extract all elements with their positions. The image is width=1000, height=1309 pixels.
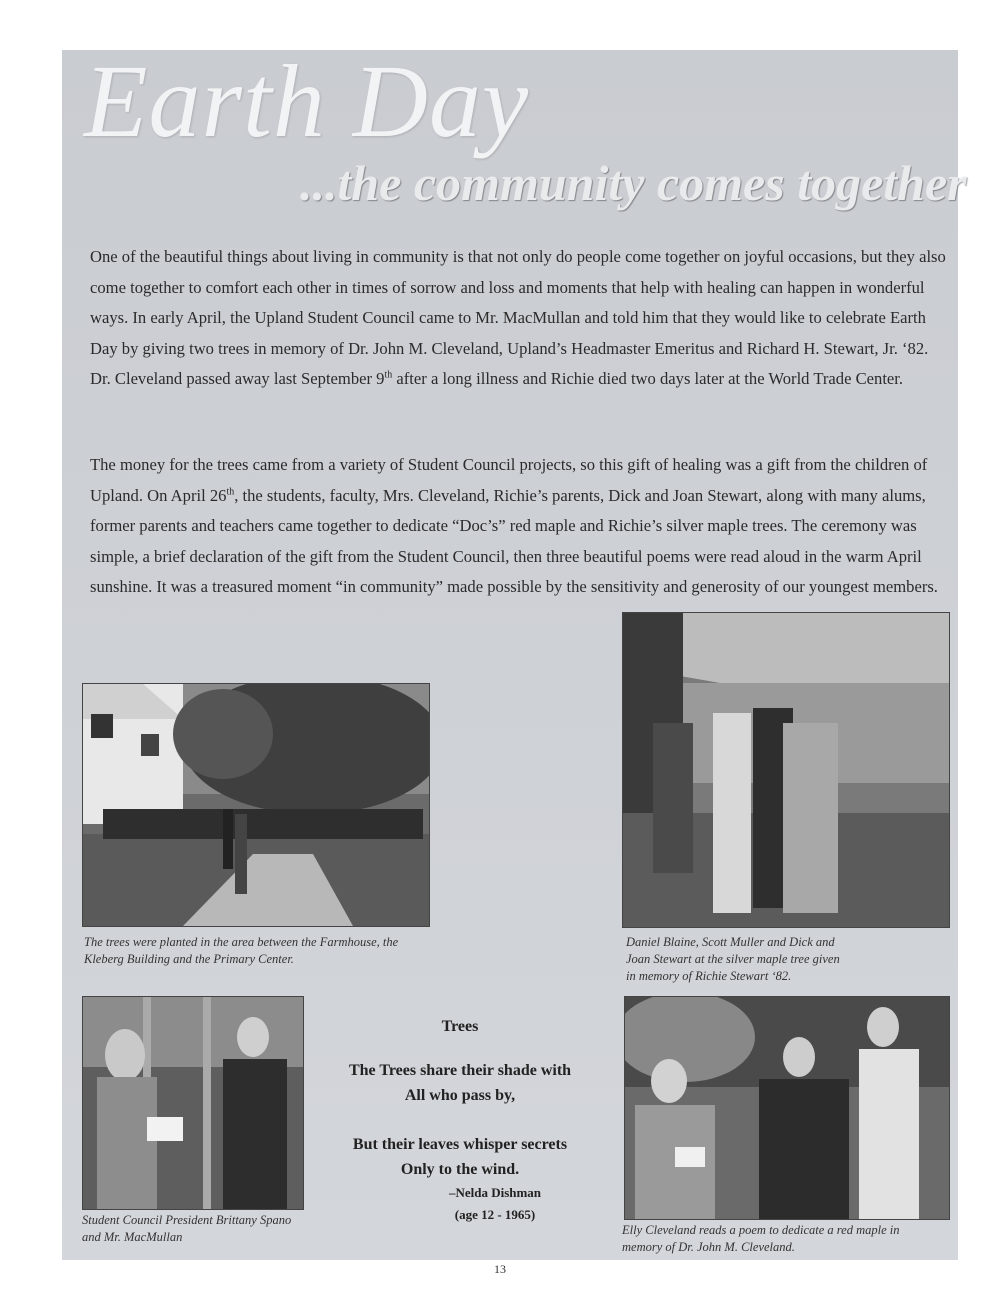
paragraph-intro: One of the beautiful things about living in community is that not only do people come together on joyful occasions, but they also come together to comfort each other in times of sorrow and loss and moments that help with healing can happen in wonderful ways. In early April, the Upland Student Council came to Mr. MacMullan and told him that they would like to celebrate Earth Day by giving two trees in memory of Dr. John M. Cleveland, Upland’s Headmaster Emeritus and Richard H. Stewart, Jr. ‘82. Dr. Cleveland passed away last September 9th after a long illness and Richie died two days later at the World Trade Center.: [90, 247, 946, 388]
caption-cleveland: Elly Cleveland reads a poem to dedicate a red maple in memory of Dr. John M. Cleveland.: [622, 1223, 900, 1254]
poem-line-3: But their leaves whisper secrets: [352, 1136, 568, 1153]
page-number: 13: [494, 1262, 506, 1276]
poem-title: Trees: [441, 1018, 479, 1035]
photo-stewart-group: [622, 612, 950, 928]
caption-stewart: Daniel Blaine, Scott Muller and Dick and Joan Stewart at the silver maple tree given in memory of Richie Stewart ‘82.: [626, 935, 840, 983]
caption-spano: Student Council President Brittany Spano and Mr. MacMullan: [82, 1213, 292, 1244]
poem-author-note: (age 12 - 1965): [454, 1207, 536, 1222]
page-title: Earth Day: [84, 44, 530, 159]
page-subtitle: ...the community comes together: [300, 155, 967, 211]
photo-elly-cleveland: [624, 996, 950, 1220]
photo-stewart-group-image: [623, 613, 949, 927]
photo-farmhouse-crowd: [82, 683, 430, 927]
paragraph-ceremony: The money for the trees came from a variety of Student Council projects, so this gift of healing was a gift from the children of Upland. On April 26th, the students, faculty, Mrs. Cleveland, Richie’s parents, Dick and Joan Stewart, along with many alums, former parents and teachers came together to dedicate “Doc’s” red maple and Richie’s silver maple trees. The ceremony was simple, a brief declaration of the gift from the Student Council, then three beautiful poems were read aloud in the warm April sunshine. It was a treasured moment “in community” made possible by the sensitivity and generosity of our youngest members.: [90, 455, 938, 596]
poem-line-4: Only to the wind.: [400, 1161, 520, 1178]
photo-spano-macmullan-image: [83, 997, 303, 1209]
poem-line-1: The Trees share their shade with: [348, 1062, 572, 1079]
poem-author: –Nelda Dishman: [448, 1185, 542, 1200]
caption-farmhouse: The trees were planted in the area between the Farmhouse, the Kleberg Building and the Primary Center.: [84, 935, 399, 966]
photo-elly-cleveland-image: [625, 997, 949, 1219]
poem-trees: [320, 1018, 600, 1226]
photo-farmhouse-crowd-image: [83, 684, 429, 926]
poem-line-2: All who pass by,: [404, 1087, 516, 1104]
photo-spano-macmullan: [82, 996, 304, 1210]
